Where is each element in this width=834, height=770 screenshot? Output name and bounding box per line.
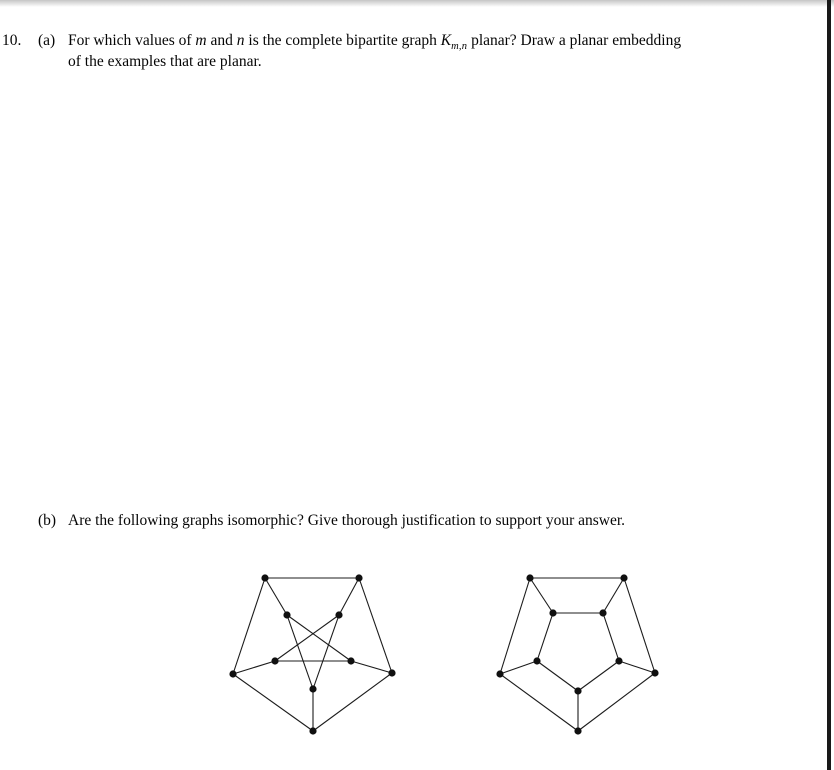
math-var-m: m (195, 32, 207, 49)
graph-edge (603, 578, 624, 613)
graph-vertex (526, 574, 533, 581)
part-b-text: Are the following graphs isomorphic? Give thorough justification to support your answer. (68, 512, 626, 529)
graph-edge (359, 578, 392, 673)
graph-edge (624, 578, 655, 673)
graph-vertex (496, 670, 503, 677)
page-right-edge-line (827, 0, 831, 770)
graph-edge (313, 615, 339, 689)
graph-edge (351, 661, 392, 673)
graph-edge (275, 615, 339, 661)
math-symbol-K: K (440, 32, 452, 49)
graph-edge (537, 661, 578, 691)
part-a-label: (a) (38, 32, 56, 49)
graph-edge (500, 578, 530, 674)
part-a-text-line2: of the examples that are planar. (68, 53, 262, 70)
graph-vertex (599, 609, 606, 616)
graph-edge (339, 578, 359, 615)
graph-edge (265, 578, 287, 615)
graph-edge (537, 613, 553, 661)
graph-edge (530, 578, 553, 613)
graph-edge (313, 673, 392, 731)
graph-edge (233, 578, 265, 674)
graph-vertex (309, 685, 316, 692)
graph-edge (619, 661, 655, 673)
part-b-label: (b) (38, 512, 57, 529)
graph-vertex (283, 611, 290, 618)
problem-number: 10. (2, 32, 22, 49)
graph-vertex (335, 611, 342, 618)
graph-edge (603, 613, 619, 661)
part-a-text-segment: and (206, 32, 237, 49)
graph-vertex (261, 574, 268, 581)
graph-vertex (620, 574, 627, 581)
graph-vertex (355, 574, 362, 581)
graph-vertex (229, 670, 236, 677)
graph-edge (233, 661, 275, 674)
graph-vertex (347, 657, 354, 664)
graph-vertex (574, 687, 581, 694)
graph-edge (287, 615, 351, 661)
left-graph (229, 574, 395, 734)
graph-vertex (574, 727, 581, 734)
graph-vertex (549, 609, 556, 616)
right-graph (496, 574, 658, 734)
graph-vertex (533, 657, 540, 664)
graph-vertex (615, 657, 622, 664)
graph-vertex (651, 669, 658, 676)
math-var-n: n (236, 32, 245, 49)
graph-edge (578, 673, 655, 731)
part-a-text-segment: For which values of (68, 32, 196, 49)
graph-edge (287, 615, 313, 689)
part-a-text-segment: planar? Draw a planar embedding (467, 32, 682, 49)
part-a-text-segment: is the complete bipartite graph (244, 32, 441, 49)
graph-vertex (388, 669, 395, 676)
graph-edge (500, 661, 537, 674)
graph-edge (578, 661, 619, 691)
graph-edge (233, 674, 313, 731)
graph-vertex (309, 727, 316, 734)
math-subscript-mn: m,n (451, 41, 468, 53)
graph-vertex (271, 657, 278, 664)
